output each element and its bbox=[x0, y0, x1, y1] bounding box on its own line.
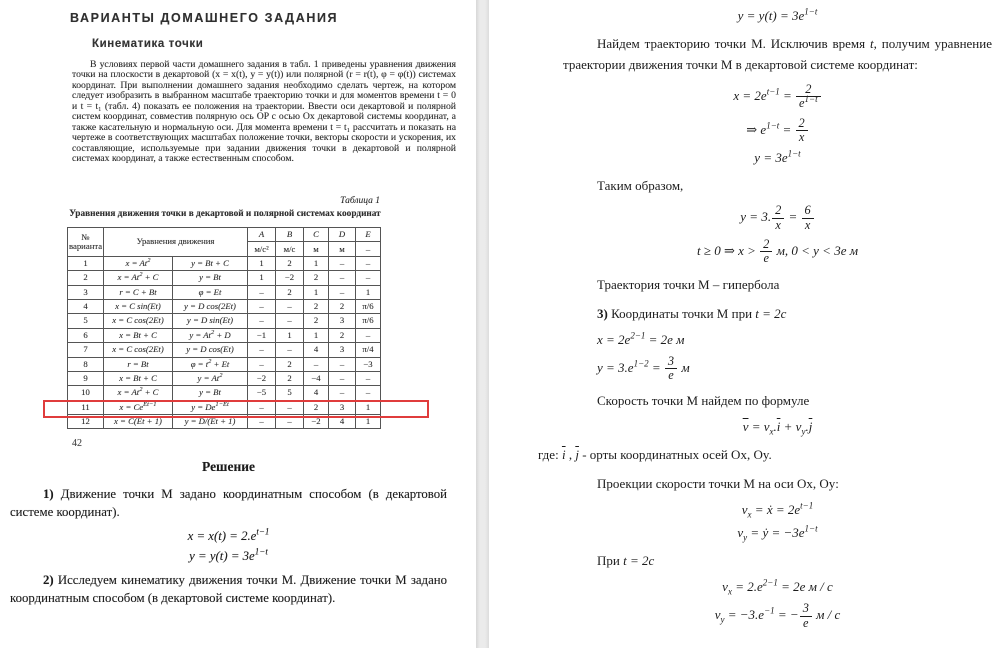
scan-intro-paragraph: В условиях первой части домашнего задания в табл. 1 приведены уравнения движения точки на плоскости в декартовой (x = x(t), y = y(t)) или полярной (r = r(t), φ = φ(t)) системах координат. При выполнении домашнего задания необходимо сделать чертеж, на котором следует изобразить в выбранном масштабе траекторию точки и для моментов времени t = 0 и t = t₁ (табл. 4) показать ее положения на траектории. Ввести оси декартовой и полярной систем координат, совместив полярную ось OP с осью Ox декартовой системы координат, а также касательную и нормальную оси. Для момента времени t = t₁ рассчитать и показать на чертеже в соответствующих масштабах положение точки, векторы скорости и ускорения, их составляющие, используемые при задании движения точки в декартовой и полярной системах координат, а также естественным способом. bbox=[72, 59, 456, 165]
table-row bbox=[68, 343, 381, 357]
cell-value: – bbox=[329, 371, 356, 385]
paragraph-lead: 2) bbox=[43, 573, 54, 587]
table-caption: Таблица 1 bbox=[340, 196, 380, 206]
cell-variant-number: 7 bbox=[68, 343, 104, 357]
cell-equation-x: r = Bt bbox=[104, 357, 173, 371]
header-coefficient: E bbox=[356, 228, 381, 242]
cell-variant-number: 4 bbox=[68, 299, 104, 313]
cell-value: 1 bbox=[304, 256, 329, 270]
cell-value: 1 bbox=[248, 271, 276, 285]
cell-variant-number: 1 bbox=[68, 256, 104, 270]
cell-value: 3 bbox=[329, 400, 356, 414]
cell-value: – bbox=[356, 271, 381, 285]
cell-value: 1 bbox=[276, 328, 304, 342]
cell-equation-y: $y = At^2 + D$ bbox=[173, 328, 248, 342]
table-row bbox=[68, 357, 381, 371]
cell-variant-number: 8 bbox=[68, 357, 104, 371]
table-row bbox=[68, 314, 381, 328]
formula: $v_y = -3.e^{-1}$ = − $\frac{3}{e}$ м / c bbox=[714, 601, 841, 630]
cell-value: – bbox=[329, 256, 356, 270]
paragraph: 3) Координаты точки М при t = 2c bbox=[597, 305, 787, 321]
cell-equation-x: x = Bt + C bbox=[104, 371, 173, 385]
solution-section bbox=[10, 452, 447, 615]
table-header-row bbox=[68, 228, 381, 242]
formula: $\overline{v} = v_x.\overline{i} + v_y.\overline{j}$ bbox=[742, 419, 813, 437]
cell-equation-y: $\varphi = t^2 + Et$ bbox=[173, 357, 248, 371]
table-row bbox=[68, 386, 381, 400]
cell-value: 2 bbox=[304, 299, 329, 313]
variant-11-highlight-box bbox=[43, 400, 429, 418]
cell-value: 2 bbox=[276, 256, 304, 270]
formula: $y = y(t) = 3e^{1-t}$ bbox=[737, 6, 818, 23]
cell-equation-y: y = D/(Et + 1) bbox=[173, 415, 248, 429]
cell-value: −2 bbox=[276, 271, 304, 285]
left-page bbox=[0, 0, 476, 648]
formula: y = 3. $\frac{2}{x}$ = $\frac{6}{x}$ bbox=[563, 204, 992, 232]
paragraph: Проекции скорости точки М на оси Ox, Oy: bbox=[597, 476, 839, 492]
formula: $x = 2e^{2-1} = 2e$ м bbox=[597, 330, 685, 347]
cell-equation-x: x = C cos(2Et) bbox=[104, 343, 173, 357]
formula: $x = x(t) = 2.e^{t-1}$ bbox=[187, 526, 270, 543]
paragraph-lead: 1) bbox=[43, 487, 54, 501]
cell-equation-x: $x = Ce^{Et-1}$ bbox=[104, 400, 173, 414]
cell-value: – bbox=[248, 415, 276, 429]
header-coefficient: D bbox=[329, 228, 356, 242]
cell-value: – bbox=[248, 343, 276, 357]
formula: $v_x = 2.e^{2-1} = 2e$ м / c bbox=[722, 577, 833, 597]
header-equations: Уравнения движения bbox=[104, 228, 248, 257]
cell-value: 1 bbox=[304, 285, 329, 299]
cell-value: 2 bbox=[329, 299, 356, 313]
cell-value: – bbox=[248, 357, 276, 371]
formula: $y = y(t) = 3e^{1-t}$ bbox=[189, 546, 268, 563]
page-gap bbox=[476, 0, 489, 648]
cell-value: 3 bbox=[329, 343, 356, 357]
paragraph: Траектория точки М – гипербола bbox=[597, 276, 780, 292]
header-unit: м bbox=[329, 242, 356, 256]
cell-value: – bbox=[248, 314, 276, 328]
page-number: 42 bbox=[72, 438, 82, 449]
cell-equation-y: y = Bt + C bbox=[173, 256, 248, 270]
cell-variant-number: 9 bbox=[68, 371, 104, 385]
cell-value: 1 bbox=[356, 400, 381, 414]
cell-equation-x: $x = At^2 + C$ bbox=[104, 271, 173, 285]
cell-value: −2 bbox=[248, 371, 276, 385]
cell-equation-x: $x = At^2$ bbox=[104, 256, 173, 270]
cell-equation-x: x = C sin(Et) bbox=[104, 299, 173, 313]
cell-variant-number: 12 bbox=[68, 415, 104, 429]
cell-variant-number: 6 bbox=[68, 328, 104, 342]
cell-equation-y: $y = De^{1-Et}$ bbox=[173, 400, 248, 414]
cell-value: −3 bbox=[356, 357, 381, 371]
table-row bbox=[68, 371, 381, 385]
cell-value: – bbox=[356, 371, 381, 385]
cell-value: 2 bbox=[276, 357, 304, 371]
cell-value: – bbox=[356, 386, 381, 400]
table-row bbox=[68, 285, 381, 299]
cell-equation-y: y = D cos(2Et) bbox=[173, 299, 248, 313]
cell-equation-x: $x = At^2 + C$ bbox=[104, 386, 173, 400]
cell-value: – bbox=[304, 357, 329, 371]
header-coefficient: C bbox=[304, 228, 329, 242]
table-row bbox=[68, 271, 381, 285]
cell-value: – bbox=[248, 285, 276, 299]
cell-equation-x: x = C(Et + 1) bbox=[104, 415, 173, 429]
formula: $v_x$ = ẋ = $2e^{t-1}$ bbox=[741, 500, 814, 520]
paragraph: При t = 2c bbox=[597, 553, 655, 569]
cell-value: 2 bbox=[276, 371, 304, 385]
paragraph: где: $\overline{i}$ , $\overline{j}$ - орты координатных осей Ox, Oy. bbox=[538, 447, 772, 463]
table-row bbox=[68, 299, 381, 313]
scan-subheading: Кинематика точки bbox=[92, 38, 204, 50]
paragraph: Скорость точки М найдем по формуле bbox=[597, 393, 810, 409]
cell-variant-number: 2 bbox=[68, 271, 104, 285]
cell-value: – bbox=[276, 400, 304, 414]
header-unit: м/с² bbox=[248, 242, 276, 256]
cell-value: π/6 bbox=[356, 314, 381, 328]
cell-value: −2 bbox=[304, 415, 329, 429]
cell-value: 2 bbox=[304, 314, 329, 328]
solution-heading: Решение bbox=[202, 459, 255, 474]
cell-equation-x: r = C + Bt bbox=[104, 285, 173, 299]
paragraph: 2) Исследуем кинематику движения точки М. Движение точки М задано координатным способом (в декартовой системе координат). bbox=[10, 573, 447, 605]
cell-equation-y: y = Bt bbox=[173, 271, 248, 285]
cell-value: – bbox=[356, 328, 381, 342]
cell-value: 1 bbox=[356, 285, 381, 299]
paragraph-lead: 3) bbox=[597, 305, 608, 321]
formula: $y = 3.e^{1-2}$ = $\frac{3}{e}$ м bbox=[597, 353, 690, 382]
cell-equation-y: $y = At^2$ bbox=[173, 371, 248, 385]
header-unit: м bbox=[304, 242, 329, 256]
cell-value: 4 bbox=[304, 343, 329, 357]
cell-value: 5 bbox=[276, 386, 304, 400]
paragraph: Таким образом, bbox=[597, 178, 684, 194]
cell-equation-y: y = Bt bbox=[173, 386, 248, 400]
cell-value: 1 bbox=[356, 415, 381, 429]
formula: $x = 2e^{t-1}$ = $\frac{2}{e^{1-t}}$ bbox=[563, 83, 992, 111]
cell-variant-number: 5 bbox=[68, 314, 104, 328]
cell-value: 3 bbox=[329, 314, 356, 328]
paragraph: 1) Движение точки М задано координатным способом (в декартовой системе координат). bbox=[10, 487, 447, 519]
cell-value: −1 bbox=[248, 328, 276, 342]
header-unit: – bbox=[356, 242, 381, 256]
cell-variant-number: 10 bbox=[68, 386, 104, 400]
header-coefficient: A bbox=[248, 228, 276, 242]
cell-value: π/4 bbox=[356, 343, 381, 357]
cell-value: 1 bbox=[248, 256, 276, 270]
cell-value: – bbox=[329, 386, 356, 400]
cell-value: 2 bbox=[304, 271, 329, 285]
cell-variant-number: 11 bbox=[68, 400, 104, 414]
cell-value: 4 bbox=[304, 386, 329, 400]
scan-heading: ВАРИАНТЫ ДОМАШНЕГО ЗАДАНИЯ bbox=[70, 11, 339, 25]
cell-value: 2 bbox=[329, 328, 356, 342]
cell-value: – bbox=[276, 415, 304, 429]
table-row bbox=[68, 328, 381, 342]
cell-value: – bbox=[329, 357, 356, 371]
cell-equation-y: y = D sin(Et) bbox=[173, 314, 248, 328]
cell-value: 2 bbox=[276, 285, 304, 299]
cell-value: 2 bbox=[304, 400, 329, 414]
cell-equation-y: y = D cos(Et) bbox=[173, 343, 248, 357]
cell-value: – bbox=[276, 343, 304, 357]
cell-equation-x: x = C cos(2Et) bbox=[104, 314, 173, 328]
cell-equation-x: x = Bt + C bbox=[104, 328, 173, 342]
cell-variant-number: 3 bbox=[68, 285, 104, 299]
formula: $v_y$ = ẏ = $-3e^{1-t}$ bbox=[737, 523, 818, 543]
formula: ⇒ $e^{1-t}$ = $\frac{2}{x}$ bbox=[563, 117, 992, 145]
cell-value: – bbox=[276, 314, 304, 328]
formula: $y = 3e^{1-t}$ bbox=[754, 148, 801, 166]
header-variant-number: № варианта bbox=[68, 228, 104, 257]
right-page-content bbox=[489, 0, 1000, 648]
cell-value: – bbox=[329, 271, 356, 285]
table-row bbox=[68, 256, 381, 270]
cell-value: 1 bbox=[304, 328, 329, 342]
cell-value: −4 bbox=[304, 371, 329, 385]
header-coefficient: B bbox=[276, 228, 304, 242]
cell-value: – bbox=[248, 400, 276, 414]
right-page bbox=[489, 0, 1000, 648]
paragraph: Найдем траекторию точки М. Исключив время t, получим уравнение траектории движения точки М в декартовой системе координат: bbox=[563, 36, 992, 72]
cell-value: π/6 bbox=[356, 299, 381, 313]
cell-value: – bbox=[276, 299, 304, 313]
cell-value: – bbox=[248, 299, 276, 313]
cell-value: 4 bbox=[329, 415, 356, 429]
table-title: Уравнения движения точки в декартовой и полярной системах координат bbox=[69, 209, 381, 219]
cell-equation-y: φ = Et bbox=[173, 285, 248, 299]
formula: t ≥ 0 ⇒ x > $\frac{2}{e}$ м, 0 < y < 3e м bbox=[696, 236, 859, 266]
cell-value: −5 bbox=[248, 386, 276, 400]
cell-value: – bbox=[329, 285, 356, 299]
header-unit: м/с bbox=[276, 242, 304, 256]
cell-value: – bbox=[356, 256, 381, 270]
